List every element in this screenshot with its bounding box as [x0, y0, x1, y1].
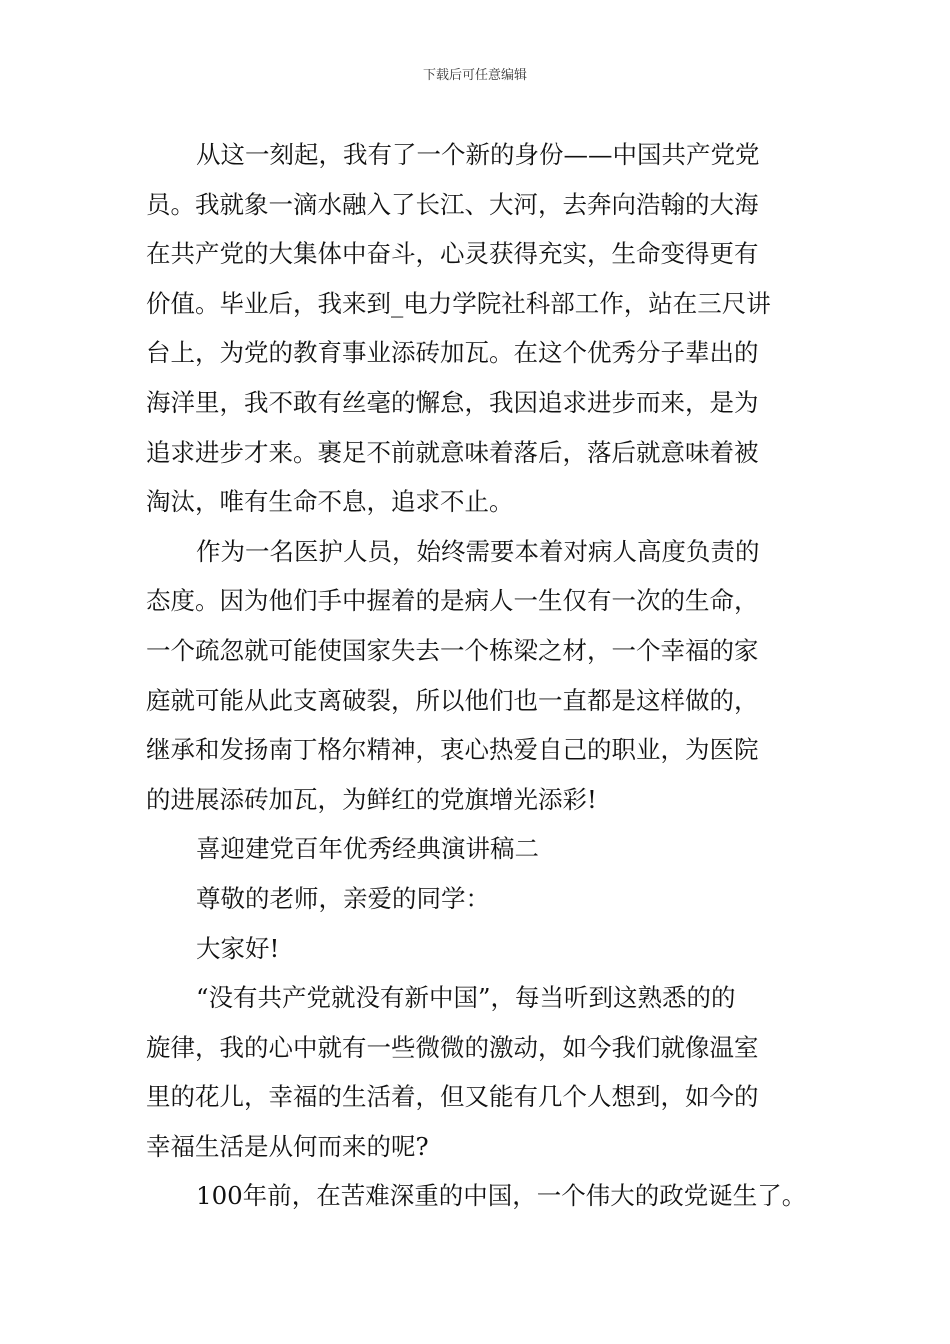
text-line: “没有共产党就没有新中国”，每当听到这熟悉的的: [196, 983, 736, 1013]
text-line: 淘汰，唯有生命不息，追求不止。: [146, 487, 514, 517]
text-line: 从这一刻起，我有了一个新的身份——中国共产党党: [196, 140, 760, 169]
text-line: 海洋里，我不敢有丝毫的懈怠，我因追求进步而来，是为: [146, 387, 759, 417]
text-line: 里的花儿，幸福的生活着，但又能有几个人想到，如今的: [146, 1082, 759, 1112]
text-line: 追求进步才来。裹足不前就意味着落后，落后就意味着被: [146, 437, 759, 467]
salutation: 尊敬的老师，亲爱的同学：: [196, 883, 490, 913]
text-line: 的进展添砖加瓦，为鲜红的党旗增光添彩!: [146, 784, 597, 814]
text-line: 价值。毕业后，我来到_电力学院社科部工作，站在三尺讲: [146, 288, 771, 318]
section-title: 喜迎建党百年优秀经典演讲稿二: [196, 834, 539, 864]
document-body: [146, 130, 836, 1221]
text-line: 继承和发扬南丁格尔精神，衷心热爱自己的职业，为医院: [146, 735, 759, 765]
text-line: 旋律，我的心中就有一些微微的激动，如今我们就像温室: [146, 1032, 759, 1062]
text-line: 态度。因为他们手中握着的是病人一生仅有一次的生命，: [146, 586, 759, 616]
text-line: 作为一名医护人员，始终需要本着对病人高度负责的: [196, 536, 760, 566]
text-line: 100年前，在苦难深重的中国，一个伟大的政党诞生了。: [196, 1181, 807, 1211]
text-line: 台上，为党的教育事业添砖加瓦。在这个优秀分子辈出的: [146, 338, 759, 368]
page-header: 下载后可任意编辑: [422, 68, 527, 83]
text-line: 一个疏忽就可能使国家失去一个栋梁之材，一个幸福的家: [146, 635, 759, 665]
text-line: 庭就可能从此支离破裂，所以他们也一直都是这样做的，: [146, 685, 759, 715]
text-line: 在共产党的大集体中奋斗，心灵获得充实，生命变得更有: [146, 239, 759, 269]
text-line: 幸福生活是从何而来的呢?: [146, 1131, 429, 1161]
greeting: 大家好!: [196, 933, 280, 963]
text-line: 员。我就象一滴水融入了长江、大河，去奔向浩翰的大海: [146, 189, 759, 219]
